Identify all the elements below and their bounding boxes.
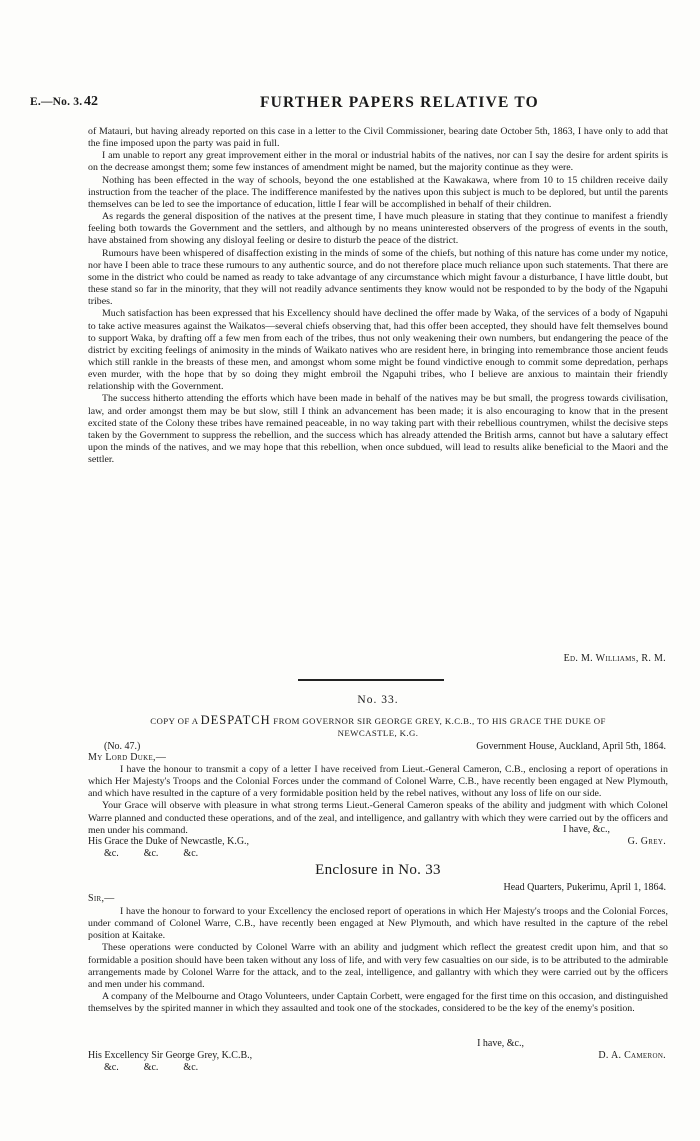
- despatch-salutation: My Lord Duke,—: [88, 752, 167, 763]
- paragraph: As regards the general disposition of the natives at the present time, I have much pleasure in stating that they continue to manifest a friendly feeling both towards the Government and the settlers, and although by no means uninterested observers of the progress of events in the south, have abstained from showing any disloyal feeling or desire to disturb the peace of the district.: [88, 211, 668, 247]
- paragraph: Much satisfaction has been expressed that his Excellency should have declined the offer made by Waka, of the services of a body of Ngapuhi to take active measures against the Waikatos—several chiefs observing that, had this offer been accepted, they should have felt themselves bound to support Waka, by drafting off a few men from each of the tribes, thus not only weakening their own numbers, but endangering the peace of the district by exciting feelings of animosity in the minds of Waikato natives who are resident here, in bringing into remembrance those ancient feuds which still rankle in the breasts of these men, and amongst whom some might be found vindictive enough to commit some depredation, perhaps even murder, with the hope that by so doing they might embroil the Ngapuhi tribes, who I believe are anxious to maintain their friendly relationship with the Government.: [88, 308, 668, 393]
- paragraph: The success hitherto attending the efforts which have been made in behalf of the natives may be but small, the progress towards civilisation, law, and order amongst them may be but slow, still I think an advancement has been made; it is also encouraging to know that in the present excited state of the Colony these tribes have remained peaceable, in no way taking part with their rebellious countrymen, whilst the decisive steps taken by the Government to suppress the rebellion, and the success which has already attended the British arms, cannot but have a salutary effect upon the minds of the natives, and we may hope that this rebellion, when once subdued, will lead to results alike beneficial to the Maori and the settler.: [88, 393, 668, 466]
- paper-reference: E.—No. 3.: [30, 96, 83, 108]
- enclosure-salutation: Sir,—: [88, 893, 115, 904]
- enclosure-title: Enclosure in No. 33: [315, 862, 441, 878]
- despatch-heading-line2: NEWCASTLE, K.G.: [337, 728, 419, 738]
- despatch-place-date: Government House, Auckland, April 5th, 1864.: [476, 741, 666, 752]
- etc-line: &c. &c. &c.: [104, 1062, 199, 1073]
- despatch-word: DESPATCH: [200, 713, 271, 727]
- paragraph: of Matauri, but having already reported on this case in a letter to the Civil Commissioner, bearing date October 5th, 1863, I have only to add that the fine imposed upon the party was paid in full.: [88, 126, 668, 150]
- enclosure-body: [88, 906, 668, 1015]
- paragraph: I have the honour to forward to your Excellency the enclosed report of operations in which Her Majesty's troops and the Colonial Forces, under command of Colonel Warre, C.B., have recently been engaged at New Plymouth, and which have resulted in the capture of the rebel position at Kaitake.: [88, 906, 668, 942]
- paragraph: Rumours have been whispered of disaffection existing in the minds of some of the chiefs, but nothing of this nature has come under my notice, nor have I been able to trace these rumours to any authentic source, and do not therefore place much reliance upon such statements. That there are some in the district who could be named as ready to take advantage of any circumstance which might favour a disturbance, I have little doubt, but these stand so far in the minority, that they will not readily advance sentiments they know would not be responded to by the body of the Ngapuhi tribes.: [88, 247, 668, 308]
- etc-line: &c. &c. &c.: [104, 848, 199, 859]
- enclosure-place-date: Head Quarters, Pukerimu, April 1, 1864.: [503, 882, 666, 893]
- magistrate-signature: Ed. M. Williams, R. M.: [563, 653, 666, 664]
- paragraph: Nothing has been effected in the way of schools, beyond the one established at the Kawakawa, where from 10 to 15 children receive daily instruction from the teacher of the place. The indifference manifested by the natives upon this subject is much to be deplored, but until the parents themselves can be led to see the importance of education, little I fear will be accomplished in behalf of their children.: [88, 174, 668, 210]
- paragraph: I have the honour to transmit a copy of a letter I have received from Lieut.-General Cameron, C.B., enclosing a report of operations in which Her Majesty's Troops and the Colonial Forces under the command of Colonel Warre, C.B., have recently been engaged at New Plymouth, and which have resulted in the capture of a very formidable position held by the rebel natives, without any loss of life on our side.: [88, 764, 668, 800]
- running-title: FURTHER PAPERS RELATIVE TO: [260, 94, 539, 111]
- section-divider: [298, 679, 444, 681]
- governor-signature: G. Grey.: [627, 836, 666, 847]
- enclosure-addressee: His Excellency Sir George Grey, K.C.B.,: [88, 1050, 253, 1061]
- despatch-heading-line1: COPY OF A DESPATCH FROM GOVERNOR SIR GEORGE GREY, K.C.B., TO HIS GRACE THE DUKE OF: [150, 713, 606, 727]
- paragraph: These operations were conducted by Colonel Warre with an ability and judgment which reflect the greatest credit upon him, and that so formidable a position should have been taken without any loss of life, and with very few casualties on our side, is to be attributed to the admirable arrangements made by Colonel Warre for the attack, and to the zeal, intelligence, and gallantry with which they were carried out by the officers and men under his command.: [88, 942, 668, 990]
- document-number: No. 33.: [357, 694, 399, 706]
- despatch-closing: I have, &c.,: [563, 824, 610, 835]
- magistrate-report-continuation: [88, 126, 668, 466]
- paragraph: I am unable to report any great improvement either in the moral or industrial habits of the natives, nor can I say the desire for ardent spirits is on the decrease amongst them; some few instances of amendment might be named, but the majority continue as they were.: [88, 150, 668, 174]
- despatch-ref-number: (No. 47.): [104, 741, 141, 752]
- page-number: 42: [84, 94, 98, 109]
- paragraph: Your Grace will observe with pleasure in what strong terms Lieut.-General Cameron speaks of the ability and judgment with which Colonel Warre planned and conducted these operations, and of the zeal, and intelligence, and gallantry with which they were carried out by the officers and men under his command.: [88, 800, 668, 836]
- running-header: [30, 96, 670, 114]
- despatch-addressee: His Grace the Duke of Newcastle, K.G.,: [88, 836, 250, 847]
- paragraph: A company of the Melbourne and Otago Volunteers, under Captain Corbett, were engaged for the first time on this occasion, and distinguished themselves by the spirited manner in which they assaulted and took one of the stockades, considered to be the key of the enemy's position.: [88, 991, 668, 1015]
- despatch-heading: [88, 714, 668, 739]
- enclosure-closing: I have, &c.,: [477, 1038, 524, 1049]
- cameron-signature: D. A. Cameron.: [598, 1050, 666, 1061]
